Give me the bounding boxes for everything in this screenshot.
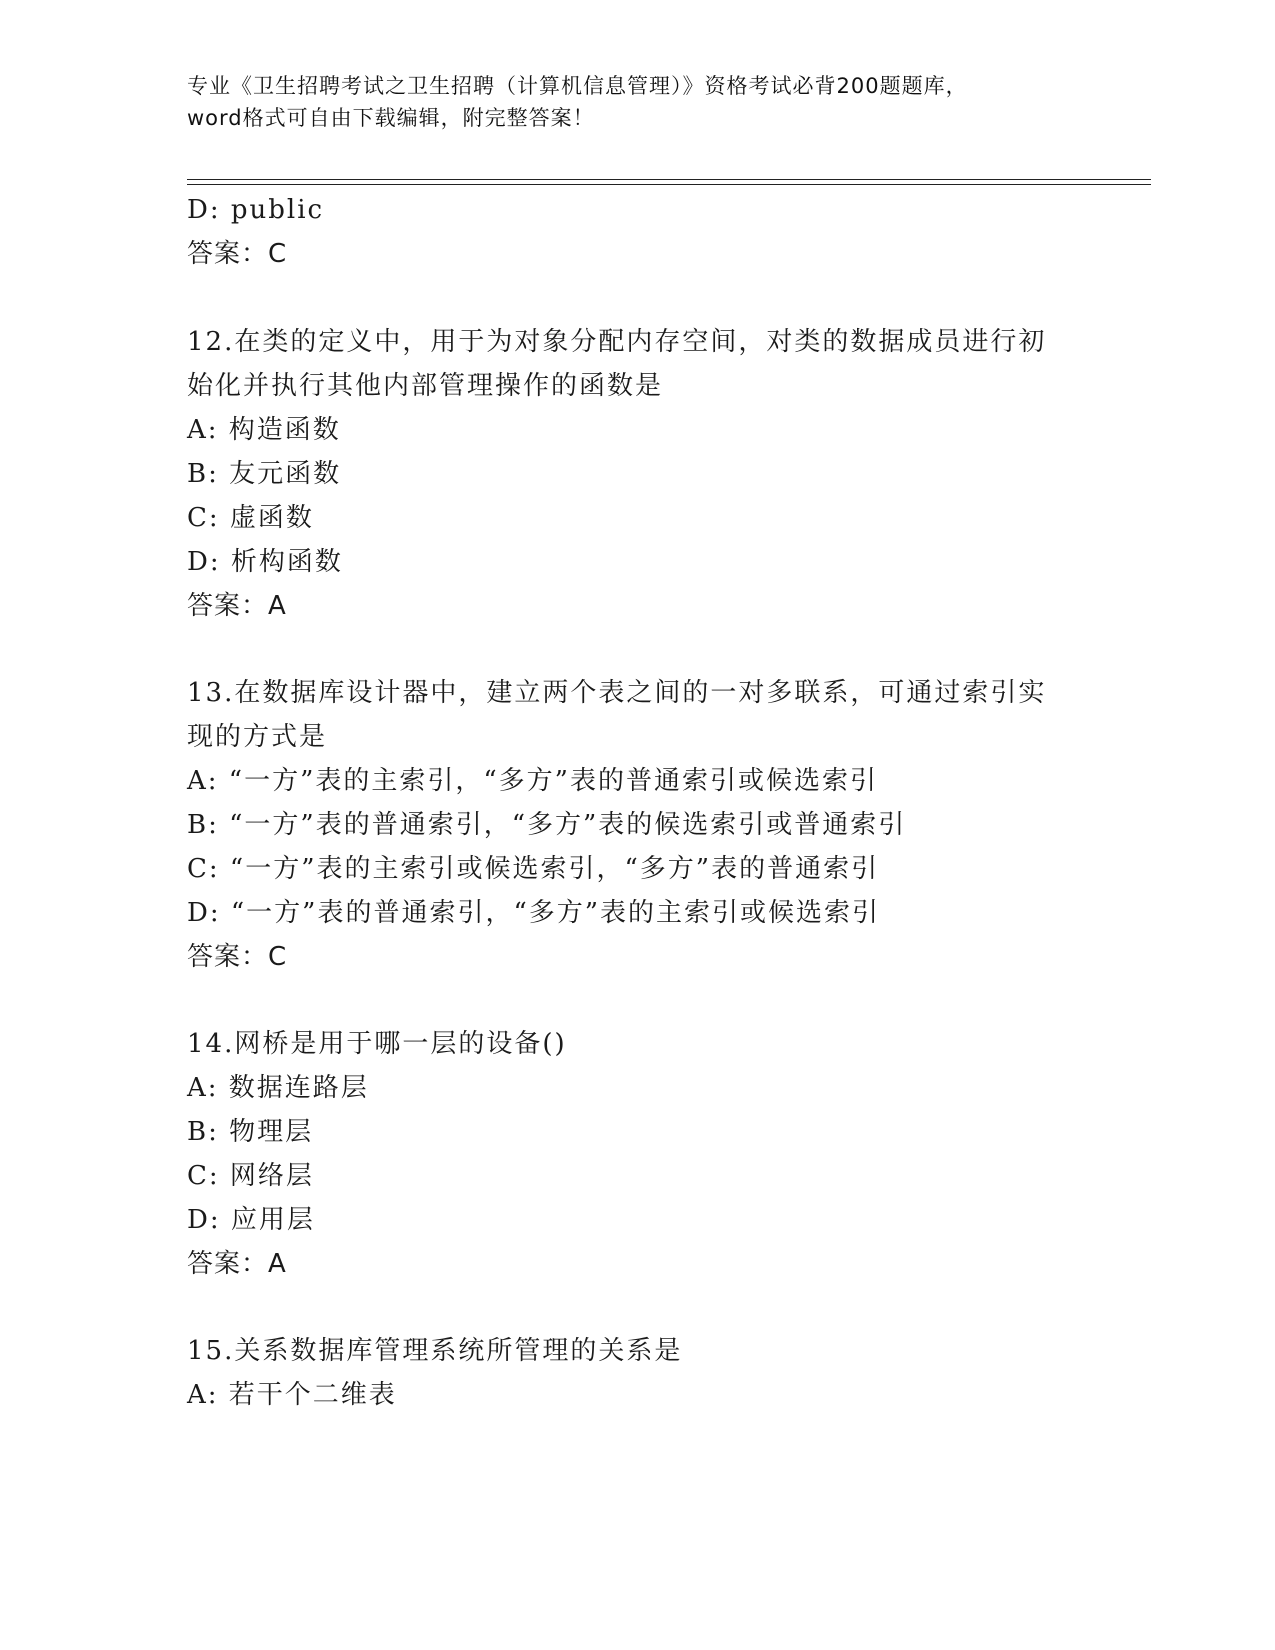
q12-option-b: B: 友元函数 [187,459,342,489]
q12-option-a: A: 构造函数 [187,415,341,445]
q13-option-a: A: “一方”表的主索引，“多方”表的普通索引或候选索引 [187,766,878,796]
prev-answer: 答案：C [187,239,288,269]
q15-option-a: A: 若干个二维表 [187,1380,397,1410]
q13-option-c: C: “一方”表的主索引或候选索引，“多方”表的普通索引 [187,854,880,884]
q14-stem-line-1: 14.网桥是用于哪一层的设备() [187,1029,567,1059]
q13-option-d: D: “一方”表的普通索引，“多方”表的主索引或候选索引 [187,898,881,928]
q13-stem-line-2: 现的方式是 [187,722,328,752]
q13-answer: 答案：C [187,942,288,972]
q14-answer: 答案：A [187,1249,287,1279]
prev-option-d: D: public [187,195,325,225]
header-title-line-2: word格式可自由下载编辑，附完整答案！ [187,106,595,130]
q12-option-c: C: 虚函数 [187,503,314,533]
q13-option-b: B: “一方”表的普通索引，“多方”表的候选索引或普通索引 [187,810,907,840]
q12-stem-line-2: 始化并执行其他内部管理操作的函数是 [187,371,664,401]
q14-option-c: C: 网络层 [187,1161,314,1191]
q13-stem-line-1: 13.在数据库设计器中，建立两个表之间的一对多联系，可通过索引实 [187,678,1047,708]
q14-option-b: B: 物理层 [187,1117,314,1147]
q12-answer: 答案：A [187,591,287,621]
q15-stem-line-1: 15.关系数据库管理系统所管理的关系是 [187,1336,683,1366]
q14-option-a: A: 数据连路层 [187,1073,369,1103]
header-divider-bottom [187,184,1151,185]
q12-option-d: D: 析构函数 [187,547,343,577]
document-header [187,70,1067,134]
q14-option-d: D: 应用层 [187,1205,315,1235]
header-divider-top [187,179,1151,180]
header-title-line-1: 专业《卫生招聘考试之卫生招聘（计算机信息管理）》资格考试必背200题题库， [187,74,968,98]
q12-stem-line-1: 12.在类的定义中，用于为对象分配内存空间，对类的数据成员进行初 [187,327,1047,357]
